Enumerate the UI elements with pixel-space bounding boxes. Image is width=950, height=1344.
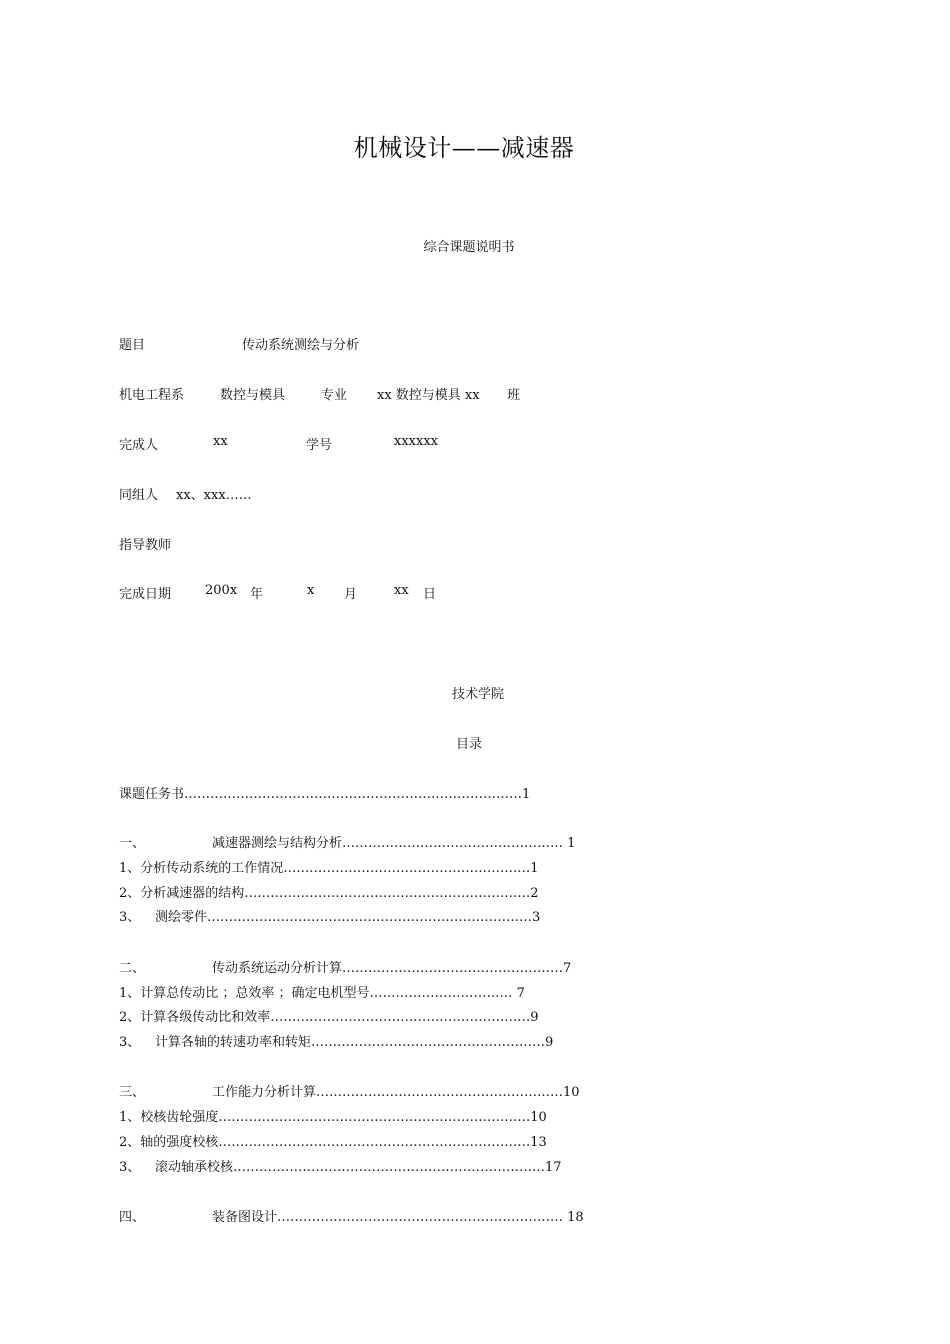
date-year: 200x [205,583,238,598]
toc-section-number: 三、 [119,1085,146,1100]
toc-section-title: 工作能力分析计算…………………………………………………10 [212,1085,580,1100]
toc-entry-text: 1、计算总传动比 ；总效率 ；确定电机型号…………………………… 7 [119,986,525,1001]
department-name: 机电工程系 [119,388,185,403]
group-value: xx、xxx…… [176,488,252,503]
toc-section-title: 传动系统运动分析计算……………………………………………7 [212,961,572,976]
document-subtitle: 综合课题说明书 [423,240,515,255]
student-id-label: 学号 [306,438,333,453]
group-label: 同组人 [119,488,159,503]
toc-entry-text: 1、校核齿轮强度………………………………………………………………10 [119,1110,547,1125]
toc-entry-text: 2、计算各级传动比和效率……………………………………………………9 [119,1010,539,1025]
date-label: 完成日期 [119,587,172,602]
major-label: 专业 [321,388,348,403]
teacher-label: 指导教师 [119,538,172,553]
toc-heading: 目录 [455,737,482,752]
date-month-unit: 月 [344,587,358,602]
class-label: 班 [507,388,521,403]
topic-label: 题目 [119,338,146,353]
toc-entry-number: 3、 [119,1035,141,1050]
toc-section-number: 四、 [119,1210,146,1225]
author-value: xx [213,434,228,449]
toc-entry-text: 2、轴的强度校核………………………………………………………………13 [119,1135,547,1150]
toc-section-number: 一、 [119,836,146,851]
topic-value: 传动系统测绘与分析 [242,338,360,353]
document-title: 机械设计——减速器 [353,134,575,162]
toc-section-number: 二、 [119,961,146,976]
author-label: 完成人 [119,438,159,453]
toc-entry-text: 滚动轴承校核………………………………………………………………17 [155,1160,562,1175]
toc-section-title: 减速器测绘与结构分析…………………………………………… 1 [212,836,576,851]
date-day-unit: 日 [423,587,437,602]
date-day: xx [394,583,409,598]
student-id-value: xxxxxx [394,434,438,449]
major-name: 数控与模具 [220,388,286,403]
date-month: x [307,583,315,598]
toc-entry-number: 3、 [119,1160,141,1175]
toc-entry-text: 1、分析传动系统的工作情况…………………………………………………1 [119,861,539,876]
toc-entry-text: 2、分析减速器的结构…………………………………………………………2 [119,886,539,901]
toc-entry-text: 测绘零件…………………………………………………………………3 [155,910,541,925]
toc-entry-text: 课题任务书……………………………………………………………………1 [119,787,531,802]
toc-section-title: 装备图设计………………………………………………………… 18 [212,1210,584,1225]
class-name: xx 数控与模具 xx [377,388,480,403]
toc-entry-number: 3、 [119,910,141,925]
date-year-unit: 年 [250,587,264,602]
school-name: 技术学院 [451,687,504,702]
toc-entry-text: 计算各轴的转速功率和转矩………………………………………………9 [155,1035,554,1050]
